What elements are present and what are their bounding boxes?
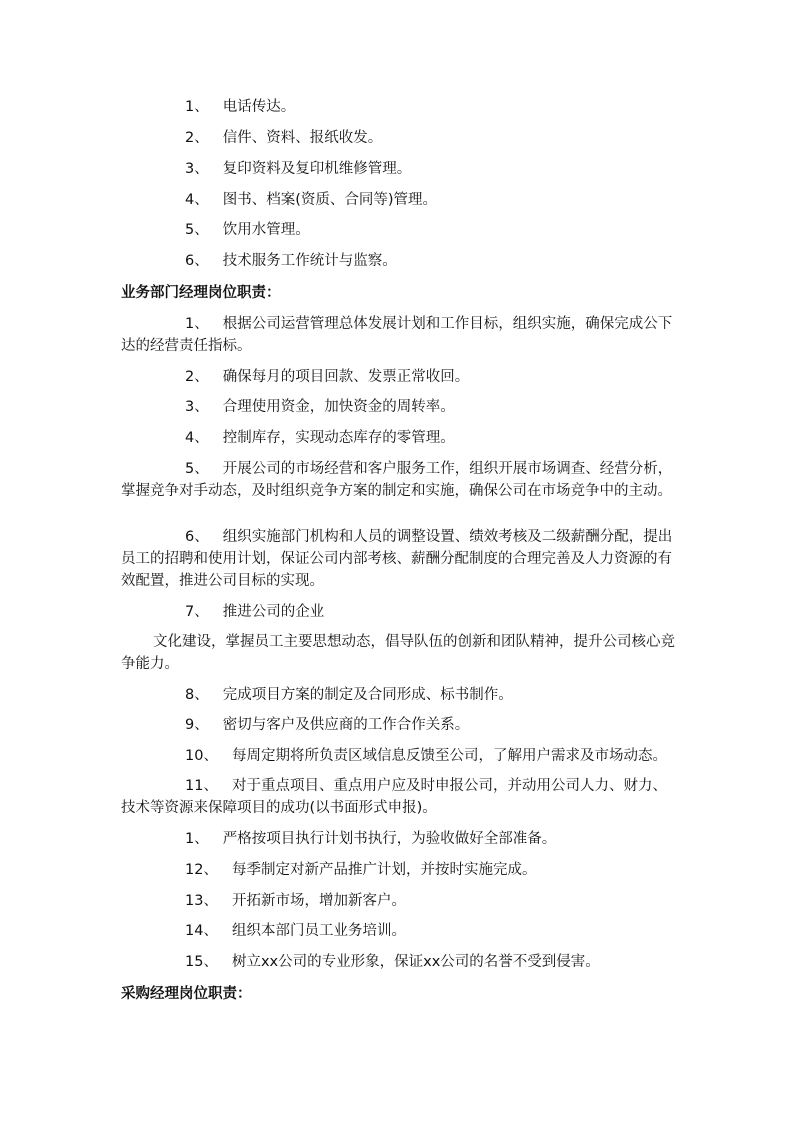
list-item xyxy=(121,189,681,211)
item-text: 每季制定对新产品推广计划，并按时实施完成。 xyxy=(231,862,537,878)
list-item xyxy=(121,219,681,241)
item-number: 6、 xyxy=(185,253,209,269)
list-item xyxy=(121,366,681,388)
item-text: 开展公司的市场经营和客户服务工作，组织开展市场调查、经营分析，掌握竞争对手动态，及时组织竞争方案的制定和实施，确保公司在市场竞争中的主动。 xyxy=(121,461,673,499)
item-text: 严格按项目执行计划书执行，为验收做好全部准备。 xyxy=(222,831,557,847)
list-item xyxy=(121,714,681,736)
list-item xyxy=(121,859,681,881)
list-item xyxy=(121,920,681,942)
list-item xyxy=(121,158,681,180)
list-item xyxy=(121,828,681,850)
item-number: 8、 xyxy=(185,687,209,703)
list-item xyxy=(121,127,681,149)
item-text: 技术服务工作统计与监察。 xyxy=(222,253,397,269)
item-number: 13、 xyxy=(185,893,218,909)
list-item xyxy=(121,526,681,592)
item-text: 根据公司运营管理总体发展计划和工作目标，组织实施，确保完成公下达的经营责任指标。 xyxy=(121,316,673,354)
item-number: 9、 xyxy=(185,717,209,733)
item-number: 3、 xyxy=(185,399,209,415)
item-number: 7、 xyxy=(185,604,209,620)
item-number: 12、 xyxy=(185,862,218,878)
item-text: 树立xx公司的专业形象，保证xx公司的名誉不受到侵害。 xyxy=(231,954,600,970)
list-item xyxy=(121,951,681,973)
section-heading: 采购经理岗位职责： xyxy=(121,986,252,1002)
item-number: 1、 xyxy=(185,99,209,115)
item-number: 15、 xyxy=(185,954,218,970)
item-number: 11、 xyxy=(185,778,218,794)
item-number: 3、 xyxy=(185,161,209,177)
item-number: 4、 xyxy=(185,192,209,208)
item-number: 1、 xyxy=(185,831,209,847)
item-text: 开拓新市场，增加新客户。 xyxy=(231,893,406,909)
item-number: 5、 xyxy=(185,461,209,477)
list-item xyxy=(121,684,681,706)
item-text: 图书、档案(资质、合同等)管理。 xyxy=(222,192,438,208)
item-text: 完成项目方案的制定及合同形成、标书制作。 xyxy=(222,687,513,703)
list-item xyxy=(121,890,681,912)
list-item xyxy=(121,458,681,502)
item-number: 6、 xyxy=(185,529,209,545)
item-number: 14、 xyxy=(185,923,218,939)
item-number: 1、 xyxy=(185,316,209,332)
list-item xyxy=(121,601,681,623)
item-text: 确保每月的项目回款、发票正常收回。 xyxy=(222,369,470,385)
item-text: 推进公司的企业 xyxy=(222,604,325,620)
item-text: 文化建设，掌握员工主要思想动态，倡导队伍的创新和团队精神，提升公司核心竞争能力。 xyxy=(121,634,675,672)
list-item xyxy=(121,775,681,819)
item-number: 2、 xyxy=(185,369,209,385)
item-text: 组织本部门员工业务培训。 xyxy=(231,923,406,939)
item-text: 对于重点项目、重点用户应及时申报公司，并动用公司人力、财力、技术等资源来保障项目的成功(以书面形式申报)。 xyxy=(121,778,667,816)
list-item xyxy=(121,745,681,767)
list-item xyxy=(121,96,681,118)
item-text: 饮用水管理。 xyxy=(222,222,310,238)
item-number: 4、 xyxy=(185,430,209,446)
list-item xyxy=(121,396,681,418)
section-heading: 业务部门经理岗位职责： xyxy=(121,285,281,301)
item-text: 组织实施部门机构和人员的调整设置、绩效考核及二级薪酬分配，提出员工的招聘和使用计划，保证公司内部考核、薪酬分配制度的合理完善及人力资源的有效配置，推进公司目标的实现。 xyxy=(121,529,673,589)
list-item xyxy=(121,250,681,272)
item-number: 2、 xyxy=(185,130,209,146)
list-item xyxy=(121,631,681,675)
item-text: 复印资料及复印机维修管理。 xyxy=(222,161,412,177)
item-text: 电话传达。 xyxy=(222,99,296,115)
item-text: 合理使用资金，加快资金的周转率。 xyxy=(222,399,455,415)
list-item xyxy=(121,313,681,357)
item-text: 每周定期将所负责区域信息反馈至公司，了解用户需求及市场动态。 xyxy=(231,748,667,764)
item-text: 密切与客户及供应商的工作合作关系。 xyxy=(222,717,470,733)
item-text: 控制库存，实现动态库存的零管理。 xyxy=(222,430,455,446)
list-item xyxy=(121,427,681,449)
item-number: 10、 xyxy=(185,748,218,764)
item-number: 5、 xyxy=(185,222,209,238)
item-text: 信件、资料、报纸收发。 xyxy=(222,130,383,146)
